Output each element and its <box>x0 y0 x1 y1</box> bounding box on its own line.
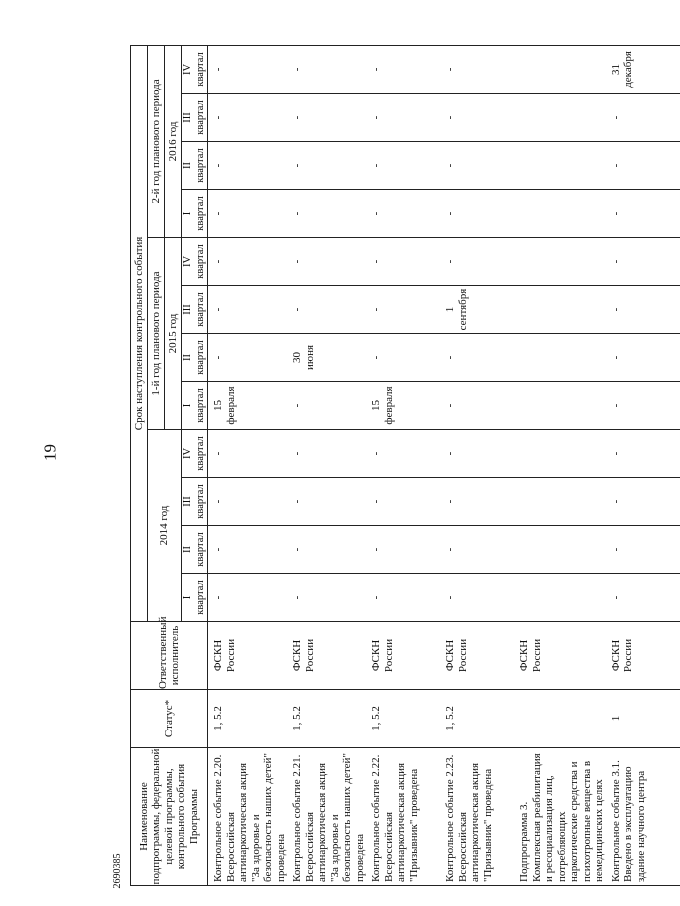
row-responsible: ФСКН России <box>208 622 288 690</box>
quarter-cell: - <box>440 574 514 622</box>
quarter-cell <box>514 382 606 430</box>
table-body <box>208 45 680 885</box>
header-quarter: II квартал <box>182 334 208 382</box>
deadline-date <box>287 334 366 382</box>
quarter-cell: - <box>366 286 440 334</box>
quarter-cell: - <box>366 478 440 526</box>
quarter-cell: - <box>606 190 680 238</box>
quarter-cell: - <box>366 238 440 286</box>
deadline-month: июня <box>303 344 316 371</box>
header-deadline: Срок наступления контрольного события <box>131 45 148 621</box>
deadline-month: февраля <box>224 386 237 425</box>
row-responsible: ФСКН России <box>366 622 440 690</box>
table-row <box>287 45 366 885</box>
quarter-cell: - <box>287 238 366 286</box>
row-responsible: ФСКН России <box>514 622 606 690</box>
table-row <box>440 45 514 885</box>
row-name: Подпрограмма 3. Комплексная реабилитация и ресоциализация лиц, потребляющих наркотические средства и психотропные вещества в немедицинских целях <box>514 748 606 886</box>
quarter-cell: - <box>440 94 514 142</box>
landscape-table-wrapper <box>130 46 647 886</box>
quarter-cell: - <box>287 430 366 478</box>
quarter-cell: - <box>440 190 514 238</box>
quarter-cell: - <box>606 334 680 382</box>
quarter-cell: - <box>366 334 440 382</box>
quarter-cell <box>514 190 606 238</box>
quarter-cell <box>514 526 606 574</box>
row-name: Контрольное событие 2.22. Всероссийская антинаркотическая акция "Призывник" проведена <box>366 748 440 886</box>
quarter-cell: - <box>366 45 440 93</box>
quarter-cell: - <box>366 526 440 574</box>
row-name: Контрольное событие 2.20. Всероссийская антинаркотическая акция "За здоровье и безопасность наших детей" проведена <box>208 748 288 886</box>
deadline-date <box>606 45 680 93</box>
row-status <box>514 690 606 748</box>
row-responsible: ФСКН России <box>606 622 680 690</box>
quarter-cell: - <box>366 94 440 142</box>
row-status: 1, 5.2 <box>440 690 514 748</box>
quarter-cell: - <box>440 45 514 93</box>
quarter-cell: - <box>366 430 440 478</box>
quarter-cell: - <box>287 526 366 574</box>
quarter-cell: - <box>440 382 514 430</box>
quarter-cell: - <box>287 94 366 142</box>
header-year-2014: 2014 год <box>148 430 182 622</box>
deadline-day: 30 <box>291 352 303 363</box>
row-responsible: ФСКН России <box>287 622 366 690</box>
header-quarter: III квартал <box>182 94 208 142</box>
deadline-month: декабря <box>622 51 634 88</box>
header-plan2-year: 2016 год <box>165 45 182 237</box>
quarter-cell: - <box>208 334 288 382</box>
quarter-cell: - <box>287 574 366 622</box>
deadline-date <box>366 382 440 430</box>
quarter-cell: - <box>208 430 288 478</box>
deadline-month: сентября <box>456 288 469 331</box>
quarter-cell: - <box>440 478 514 526</box>
quarter-cell <box>514 334 606 382</box>
quarter-cell: - <box>208 45 288 93</box>
quarter-cell: - <box>366 142 440 190</box>
header-quarter: I квартал <box>182 574 208 622</box>
quarter-cell: - <box>606 382 680 430</box>
quarter-cell <box>514 45 606 93</box>
quarter-cell: - <box>208 574 288 622</box>
header-quarter: II квартал <box>182 526 208 574</box>
quarter-cell: - <box>208 190 288 238</box>
row-status: 1, 5.2 <box>366 690 440 748</box>
row-name: Контрольное событие 2.23. Всероссийская антинаркотическая акция "Призывник" проведена <box>440 748 514 886</box>
quarter-cell: - <box>208 478 288 526</box>
quarter-cell: - <box>606 478 680 526</box>
quarter-cell: - <box>606 574 680 622</box>
table-row <box>514 45 606 885</box>
header-quarter: II квартал <box>182 142 208 190</box>
header-plan1-title: 1-й год планового периода <box>148 238 165 430</box>
quarter-cell <box>514 142 606 190</box>
row-responsible: ФСКН России <box>440 622 514 690</box>
quarter-cell: - <box>440 238 514 286</box>
deadline-day: 1 <box>444 306 456 313</box>
table-row <box>366 45 440 885</box>
quarter-cell <box>514 238 606 286</box>
control-events-table <box>130 45 680 886</box>
quarter-cell: - <box>440 142 514 190</box>
header-plan2-title: 2-й год планового периода <box>148 45 165 237</box>
quarter-cell: - <box>606 526 680 574</box>
header-plan1-year: 2015 год <box>165 238 182 430</box>
quarter-cell: - <box>440 334 514 382</box>
page-number: 19 <box>40 444 60 461</box>
quarter-cell: - <box>208 142 288 190</box>
quarter-cell <box>514 430 606 478</box>
quarter-cell: - <box>366 574 440 622</box>
table-row <box>606 45 680 885</box>
quarter-cell: - <box>366 190 440 238</box>
header-quarter: I квартал <box>182 382 208 430</box>
quarter-cell: - <box>440 430 514 478</box>
row-name: Контрольное событие 3.1. Введено в эксплуатацию здание научного центра <box>606 748 680 886</box>
quarter-cell: - <box>287 382 366 430</box>
header-name: Наименование подпрограммы, федеральной целевой программы, контрольного события Программы <box>131 748 208 886</box>
quarter-cell <box>514 574 606 622</box>
deadline-day: 15 <box>370 400 382 411</box>
row-name: Контрольное событие 2.21. Всероссийская антинаркотическая акция "За здоровье и безопасность наших детей" проведена <box>287 748 366 886</box>
header-quarter: IV квартал <box>182 45 208 93</box>
quarter-cell: - <box>606 286 680 334</box>
quarter-cell: - <box>208 94 288 142</box>
quarter-cell <box>514 94 606 142</box>
document-code: 2690385 <box>112 853 123 889</box>
deadline-date <box>440 286 514 334</box>
deadline-month: февраля <box>382 386 395 425</box>
row-status: 1, 5.2 <box>208 690 288 748</box>
deadline-day: 31 <box>609 63 622 75</box>
quarter-cell: - <box>287 478 366 526</box>
deadline-day: 15 <box>212 400 224 411</box>
quarter-cell: - <box>606 142 680 190</box>
header-quarter: I квартал <box>182 190 208 238</box>
quarter-cell: - <box>208 238 288 286</box>
quarter-cell: - <box>287 45 366 93</box>
header-quarter: III квартал <box>182 286 208 334</box>
header-quarter: III квартал <box>182 478 208 526</box>
header-quarter: IV квартал <box>182 238 208 286</box>
quarter-cell <box>514 286 606 334</box>
quarter-cell: - <box>440 526 514 574</box>
quarter-cell: - <box>606 430 680 478</box>
quarter-cell <box>514 478 606 526</box>
row-status: 1 <box>606 690 680 748</box>
quarter-cell: - <box>287 190 366 238</box>
quarter-cell: - <box>606 238 680 286</box>
deadline-date <box>208 382 288 430</box>
quarter-cell: - <box>287 286 366 334</box>
quarter-cell: - <box>287 142 366 190</box>
header-responsible: Ответственный исполнитель <box>131 622 208 690</box>
row-status: 1, 5.2 <box>287 690 366 748</box>
quarter-cell: - <box>606 94 680 142</box>
quarter-cell: - <box>208 526 288 574</box>
header-quarter: IV квартал <box>182 430 208 478</box>
header-status: Статус* <box>131 690 208 748</box>
table-header <box>131 45 208 885</box>
table-row <box>208 45 288 885</box>
quarter-cell: - <box>208 286 288 334</box>
